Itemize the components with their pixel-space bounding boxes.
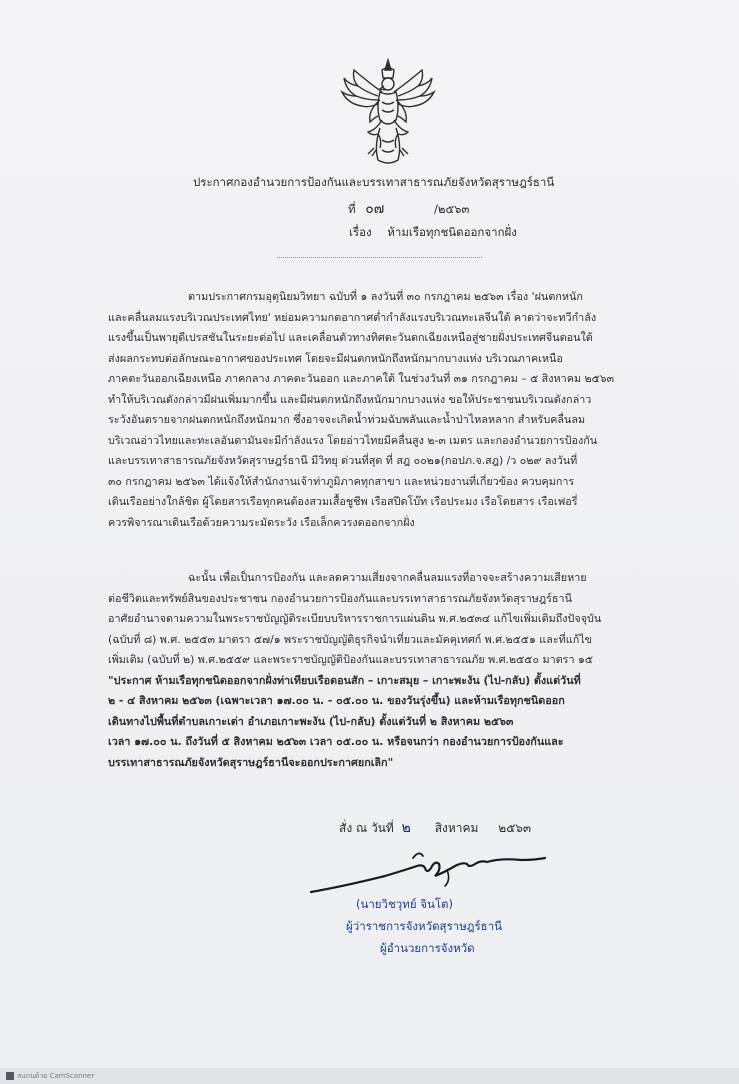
issue-date	[339, 817, 531, 839]
announcement-order-line: เวลา ๑๗.๐๐ น. ถึงวันที่ ๕ สิงหาคม ๒๕๖๓ เวลา ๐๕.๐๐ น. หรือจนกว่า กองอำนวยการป้องกันและ	[108, 735, 564, 748]
paragraph-line: ระวังอันตรายจากฝนตกหนักถึงหนักมาก ซึ่งอาจจะเกิดน้ำท่วมฉับพลันและน้ำป่าไหลหลาก สำหรับคลื่นลม	[108, 413, 586, 426]
paragraph-2	[108, 568, 678, 773]
announcement-order-line: บรรเทาสาธารณภัยจังหวัดสุราษฎร์ธานีจะออกประกาศยกเลิก"	[108, 755, 394, 769]
number-year: /๒๕๖๓	[433, 202, 470, 216]
announcement-subject	[349, 224, 517, 240]
paragraph-line: ๓๐ กรกฎาคม ๒๕๖๓ ได้แจ้งให้สำนักงานเจ้าท่าภูมิภาคทุกสาขา และหน่วยงานที่เกี่ยวข้อง ควบคุมการ	[108, 474, 575, 488]
announcement-order-line: ๒ - ๔ สิงหาคม ๒๕๖๓ (เฉพาะเวลา ๑๗.๐๐ น. - ๐๕.๐๐ น. ของวันรุ่งขึ้น) และห้ามเรือทุกชนิดออก	[108, 694, 565, 707]
paragraph-line: ตามประกาศกรมอุตุนิยมวิทยา ฉบับที่ ๑ ลงวันที่ ๓๐ กรกฎาคม ๒๕๖๓ เรื่อง 'ฝนตกหนัก	[188, 290, 583, 303]
number-label: ที่	[348, 202, 356, 216]
paragraph-line: ฉะนั้น เพื่อเป็นการป้องกัน และลดความเสี่ยงจากคลื่นลมแรงที่อาจจะสร้างความเสียหาย	[188, 571, 587, 584]
paragraph-line: ควรพิจารณาเดินเรือด้วยความระมัดระวัง เรือเล็กควรงดออกจากฝั่ง	[108, 515, 415, 529]
paragraph-line: เพิ่มเติม (ฉบับที่ ๒) พ.ศ.๒๕๕๙ และพระราชบัญญัติป้องกันและบรรเทาสาธารณภัย พ.ศ.๒๕๕๐ มาตรา ๑๕	[108, 653, 593, 666]
header-divider	[277, 257, 482, 258]
announcement-order-line: "ประกาศ ห้ามเรือทุกชนิดออกจากฝั่งท่าเทียบเรือดอนสัก – เกาะสมุย – เกาะพะงัน (ไป-กลับ) ตั้งแต่วันที่	[108, 673, 581, 687]
paragraph-line: ต่อชีวิตและทรัพย์สินของประชาชน กองอำนวยการป้องกันและบรรเทาสาธารณภัยจังหวัดสุราษฎร์ธานี	[108, 591, 572, 605]
signatory-role: ผู้ว่าราชการจังหวัดสุราษฎร์ธานี	[346, 919, 503, 933]
scanner-watermark	[6, 1071, 94, 1082]
scanner-label: สแกนด้วย CamScanner	[17, 1072, 95, 1080]
scanner-footer-bar	[0, 1068, 739, 1084]
camscanner-logo-icon	[6, 1072, 14, 1080]
paragraph-line: ส่งผลกระทบต่อลักษณะอากาศของประเทศ โดยจะมีฝนตกหนักถึงหนักมากบางแห่ง บริเวณภาคเหนือ	[108, 351, 563, 365]
paragraph-line: (ฉบับที่ ๘) พ.ศ. ๒๕๕๓ มาตรา ๕๗/๑ พระราชบัญญัติธุรกิจนำเที่ยวและมัคคุเทศก์ พ.ศ.๒๕๕๑ และที่แก้ไข	[108, 632, 593, 646]
subject-text: ห้ามเรือทุกชนิดออกจากฝั่ง	[387, 225, 517, 239]
paragraph-line: แรงขึ้นเป็นพายุดีเปรสชันในระยะต่อไป และเคลื่อนตัวทางทิศตะวันตกเฉียงเหนือสู่ชายฝั่งประเทศจีนตอนใต้	[108, 331, 593, 344]
signatory-role-secondary: ผู้อำนวยการจังหวัด	[380, 941, 475, 955]
date-month: สิงหาคม	[434, 821, 479, 835]
paragraph-line: บริเวณอ่าวไทยและทะเลอันดามันจะมีกำลังแรง โดยอ่าวไทยมีคลื่นสูง ๒-๓ เมตร และกองอำนวยการป้องกัน	[108, 433, 598, 447]
announcement-number	[348, 201, 469, 217]
subject-label: เรื่อง	[349, 225, 372, 239]
signatory-name: (นายวิชวุทย์ จินโต)	[356, 897, 453, 911]
paragraph-line: และบรรเทาสาธารณภัยจังหวัดสุราษฎร์ธานี มีวิทยุ ด่วนที่สุด ที่ สฎ ๐๐๒๑(กอปภ.จ.สฎ) /ว ๐๒๙ ลงวันที่	[108, 454, 578, 467]
date-day: ๒	[401, 820, 411, 836]
paragraph-line: ภาคตะวันออกเฉียงเหนือ ภาคกลาง ภาคตะวันออก และภาคใต้ ในช่วงวันที่ ๓๑ กรกฎาคม – ๕ สิงหาคม ๒๕๖๓	[108, 372, 615, 385]
garuda-emblem	[338, 56, 438, 168]
paragraph-1	[108, 287, 678, 533]
paragraph-line: ทำให้บริเวณดังกล่าวมีฝนเพิ่มมากขึ้น และมีฝนตกหนักถึงหนักมากบางแห่ง ขอให้ประชาชนบริเวณดังกล่าว	[108, 392, 592, 406]
paragraph-line: เดินเรืออย่างใกล้ชิด ผู้โดยสารเรือทุกคนต้องสวมเสื้อชูชีพ เรือสปีดโบ๊ท เรือประมง เรือโดยสาร เรือเฟอรี่	[108, 495, 578, 508]
paragraph-line: อาศัยอำนาจตามความในพระราชบัญญัติระเบียบบริหารราชการแผ่นดิน พ.ศ.๒๕๓๔ แก้ไขเพิ่มเติมถึงปัจจุบัน	[108, 612, 602, 625]
paragraph-line: และคลื่นลมแรงบริเวณประเทศไทย' หย่อมความกดอากาศต่ำกำลังแรงบริเวณทะเลจีนใต้ คาดว่าจะทวีกำลัง	[108, 310, 597, 324]
announcement-order-line: เดินทางไปพื้นที่ตำบลเกาะเต่า อำเภอเกาะพะงัน (ไป-กลับ) ตั้งแต่วันที่ ๒ สิงหาคม ๒๕๖๓	[108, 714, 514, 728]
number-value: ๐๗	[365, 201, 385, 217]
announcement-title: ประกาศกองอำนวยการป้องกันและบรรเทาสาธารณภัยจังหวัดสุราษฎร์ธานี	[193, 175, 555, 189]
date-prefix: สั่ง ณ วันที่	[339, 821, 394, 835]
date-year: ๒๕๖๓	[498, 821, 532, 835]
